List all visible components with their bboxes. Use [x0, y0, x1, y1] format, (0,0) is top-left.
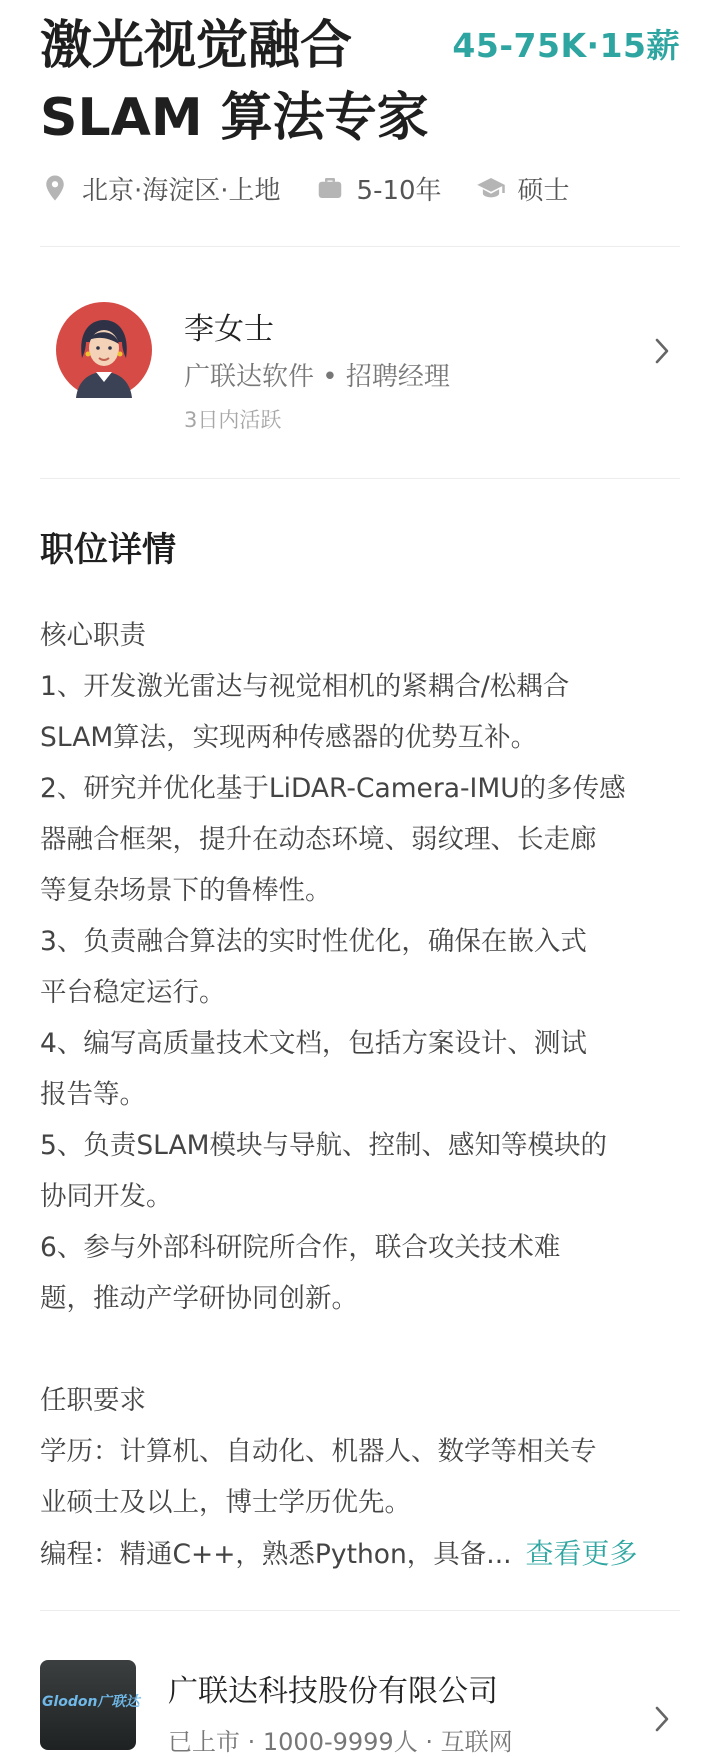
salary-label: 45-75K·15薪 — [452, 26, 680, 65]
job-title-line1: 激光视觉融合 — [40, 16, 353, 76]
desc-line: 6、参与外部科研院所合作，联合攻关技术难 — [40, 1232, 561, 1263]
experience-meta — [315, 170, 442, 207]
desc-line: SLAM算法，实现两种传感器的优势互补。 — [40, 722, 538, 753]
desc-line: 3、负责融合算法的实时性优化，确保在嵌入式 — [40, 926, 587, 957]
desc-spacer — [40, 1324, 680, 1375]
briefcase-icon — [315, 173, 345, 203]
desc-line: 5、负责SLAM模块与导航、控制、感知等模块的 — [40, 1130, 608, 1161]
desc-line: 器融合框架，提升在动态环境、弱纹理、长走廊 — [40, 824, 597, 855]
recruiter-name: 李女士 — [184, 312, 274, 347]
job-header — [40, 10, 680, 160]
recruiter-card[interactable] — [40, 290, 680, 440]
job-meta-row — [40, 166, 604, 210]
avatar — [56, 302, 152, 398]
divider — [40, 1610, 680, 1611]
job-title-line2: SLAM 算法专家 — [40, 88, 429, 148]
view-more-link[interactable]: 查看更多 — [525, 1537, 638, 1570]
desc-line: 报告等。 — [40, 1079, 146, 1110]
desc-line: 核心职责 — [40, 620, 146, 651]
desc-line: 2、研究并优化基于LiDAR-Camera-IMU的多传感 — [40, 773, 626, 804]
degree-meta — [476, 170, 570, 207]
location-pin-icon — [40, 173, 70, 203]
location-meta — [40, 170, 281, 207]
experience-text: 5-10年 — [356, 175, 442, 206]
graduation-cap-icon — [476, 173, 506, 203]
chevron-right-icon[interactable] — [652, 1704, 672, 1734]
company-logo-text: Glodon广联达 — [42, 1694, 140, 1710]
location-text: 北京·海淀区·上地 — [82, 175, 281, 206]
company-logo — [40, 1660, 140, 1750]
recruiter-avatar-icon — [56, 302, 152, 398]
company-name: 广联达科技股份有限公司 — [168, 1674, 498, 1709]
desc-line: 4、编写高质量技术文档，包括方案设计、测试 — [40, 1028, 587, 1059]
desc-line: 学历：计算机、自动化、机器人、数学等相关专 — [40, 1436, 597, 1467]
divider — [40, 246, 680, 247]
truncated-text: 编程：精通C++，熟悉Python，具备... — [40, 1539, 512, 1570]
desc-line: 1、开发激光雷达与视觉相机的紧耦合/松耦合 — [40, 671, 570, 702]
chevron-right-icon[interactable] — [652, 336, 672, 366]
section-title-job-detail: 职位详情 — [40, 530, 176, 570]
divider — [40, 478, 680, 479]
recruiter-active-status: 3日内活跃 — [184, 408, 282, 432]
desc-line: 业硕士及以上，博士学历优先。 — [40, 1487, 411, 1518]
desc-line: 等复杂场景下的鲁棒性。 — [40, 875, 332, 906]
desc-line: 平台稳定运行。 — [40, 977, 226, 1008]
job-description — [40, 610, 680, 1579]
desc-line: 题，推动产学研协同创新。 — [40, 1283, 358, 1314]
degree-text: 硕士 — [517, 175, 570, 206]
company-card[interactable] — [40, 1660, 680, 1756]
company-info: 已上市 · 1000-9999人 · 互联网 — [168, 1728, 513, 1756]
desc-line: 协同开发。 — [40, 1181, 173, 1212]
requirements-title: 任职要求 — [40, 1385, 146, 1416]
recruiter-company-role: 广联达软件 • 招聘经理 — [184, 362, 450, 392]
desc-line-truncated — [40, 1528, 680, 1579]
